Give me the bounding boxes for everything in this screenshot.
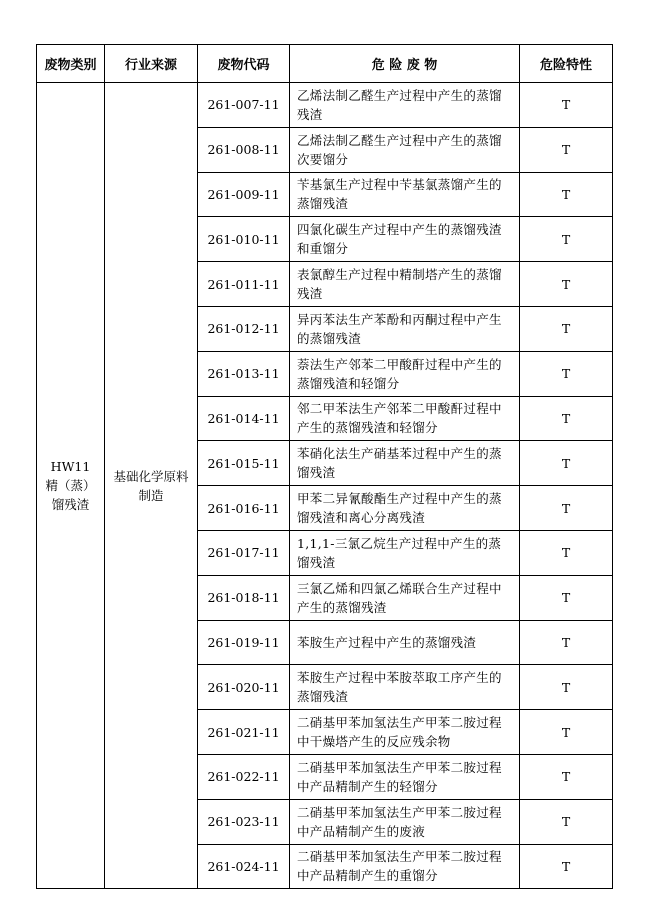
header-industry-source: 行业来源 <box>105 45 198 83</box>
waste-description-cell: 二硝基甲苯加氢法生产甲苯二胺过程中产品精制产生的轻馏分 <box>290 754 520 799</box>
waste-description-cell: 四氯化碳生产过程中产生的蒸馏残渣和重馏分 <box>290 217 520 262</box>
waste-code-cell: 261-013-11 <box>198 351 290 396</box>
waste-code-cell: 261-009-11 <box>198 172 290 217</box>
hazard-characteristic-cell: T <box>520 486 613 531</box>
waste-description-cell: 甲苯二异氰酸酯生产过程中产生的蒸馏残渣和离心分离残渣 <box>290 486 520 531</box>
waste-code-cell: 261-008-11 <box>198 127 290 172</box>
waste-description-cell: 萘法生产邻苯二甲酸酐过程中产生的蒸馏残渣和轻馏分 <box>290 351 520 396</box>
waste-code-cell: 261-014-11 <box>198 396 290 441</box>
header-waste-code: 废物代码 <box>198 45 290 83</box>
hazard-characteristic-cell: T <box>520 262 613 307</box>
waste-code-cell: 261-007-11 <box>198 83 290 128</box>
waste-code-cell: 261-022-11 <box>198 754 290 799</box>
waste-description-cell: 表氯醇生产过程中精制塔产生的蒸馏残渣 <box>290 262 520 307</box>
waste-description-cell: 二硝基甲苯加氢法生产甲苯二胺过程中干燥塔产生的反应残余物 <box>290 710 520 755</box>
waste-description-cell: 苯硝化法生产硝基苯过程中产生的蒸馏残渣 <box>290 441 520 486</box>
table-body <box>37 83 613 889</box>
hazard-characteristic-cell: T <box>520 620 613 665</box>
waste-category-line3: 馏残渣 <box>51 497 90 513</box>
waste-description-cell: 邻二甲苯法生产邻苯二甲酸酐过程中产生的蒸馏残渣和轻馏分 <box>290 396 520 441</box>
hazard-characteristic-cell: T <box>520 799 613 844</box>
hazard-characteristic-cell: T <box>520 396 613 441</box>
header-hazard-characteristic: 危险特性 <box>520 45 613 83</box>
waste-category-cell <box>37 83 105 889</box>
hazard-characteristic-cell: T <box>520 83 613 128</box>
waste-code-cell: 261-017-11 <box>198 530 290 575</box>
hazard-characteristic-cell: T <box>520 530 613 575</box>
table-header-row <box>37 45 613 83</box>
waste-description-cell: 苯胺生产过程中苯胺萃取工序产生的蒸馏残渣 <box>290 665 520 710</box>
hazard-characteristic-cell: T <box>520 844 613 889</box>
hazard-characteristic-cell: T <box>520 172 613 217</box>
hazard-characteristic-cell: T <box>520 127 613 172</box>
waste-code-cell: 261-023-11 <box>198 799 290 844</box>
waste-description-cell: 三氯乙烯和四氯乙烯联合生产过程中产生的蒸馏残渣 <box>290 575 520 620</box>
waste-code-cell: 261-021-11 <box>198 710 290 755</box>
waste-code-cell: 261-015-11 <box>198 441 290 486</box>
hazard-characteristic-cell: T <box>520 575 613 620</box>
hazard-characteristic-cell: T <box>520 217 613 262</box>
waste-description-cell: 乙烯法制乙醛生产过程中产生的蒸馏次要馏分 <box>290 127 520 172</box>
waste-description-cell: 苯胺生产过程中产生的蒸馏残渣 <box>290 620 520 665</box>
hazard-characteristic-cell: T <box>520 754 613 799</box>
waste-code-cell: 261-018-11 <box>198 575 290 620</box>
waste-description-cell: 1,1,1-三氯乙烷生产过程中产生的蒸馏残渣 <box>290 530 520 575</box>
waste-code-cell: 261-019-11 <box>198 620 290 665</box>
hazardous-waste-table <box>36 44 613 889</box>
waste-description-cell: 二硝基甲苯加氢法生产甲苯二胺过程中产品精制产生的废液 <box>290 799 520 844</box>
waste-description-cell: 二硝基甲苯加氢法生产甲苯二胺过程中产品精制产生的重馏分 <box>290 844 520 889</box>
waste-category-line2: 精（蒸） <box>45 478 96 494</box>
hazard-characteristic-cell: T <box>520 710 613 755</box>
waste-category-line1: HW11 <box>50 459 91 475</box>
header-hazardous-waste: 危 险 废 物 <box>290 45 520 83</box>
hazard-characteristic-cell: T <box>520 306 613 351</box>
hazard-characteristic-cell: T <box>520 665 613 710</box>
hazard-characteristic-cell: T <box>520 441 613 486</box>
header-waste-category: 废物类别 <box>37 45 105 83</box>
waste-code-cell: 261-020-11 <box>198 665 290 710</box>
waste-code-cell: 261-016-11 <box>198 486 290 531</box>
waste-code-cell: 261-024-11 <box>198 844 290 889</box>
industry-source-cell: 基础化学原料制造 <box>105 83 198 889</box>
table-row <box>37 83 613 128</box>
waste-code-cell: 261-012-11 <box>198 306 290 351</box>
waste-code-cell: 261-010-11 <box>198 217 290 262</box>
hazard-characteristic-cell: T <box>520 351 613 396</box>
waste-description-cell: 乙烯法制乙醛生产过程中产生的蒸馏残渣 <box>290 83 520 128</box>
waste-description-cell: 苄基氯生产过程中苄基氯蒸馏产生的蒸馏残渣 <box>290 172 520 217</box>
waste-code-cell: 261-011-11 <box>198 262 290 307</box>
waste-description-cell: 异丙苯法生产苯酚和丙酮过程中产生的蒸馏残渣 <box>290 306 520 351</box>
